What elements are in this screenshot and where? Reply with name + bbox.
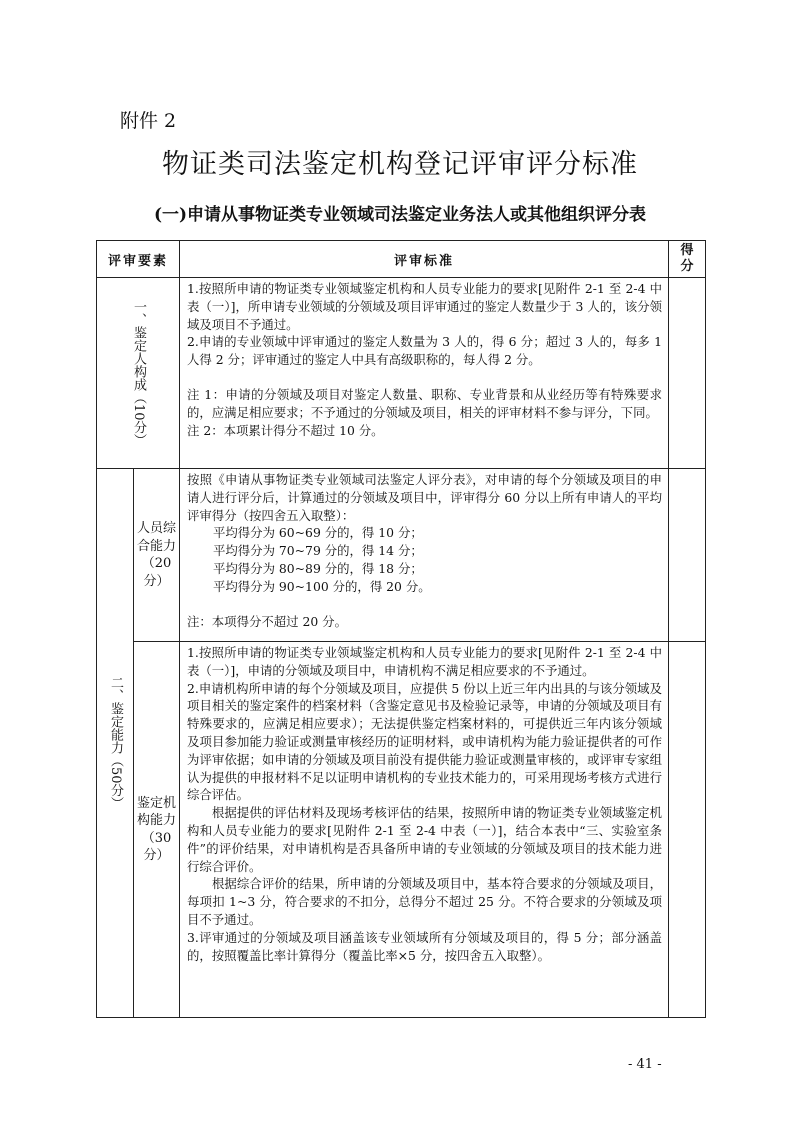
section1-score-cell	[669, 278, 706, 469]
section1-label-cell	[97, 278, 180, 469]
section2-sub2-score-cell	[669, 642, 706, 1018]
sub1-intro: 按照《申请从事物证类专业领域司法鉴定人评分表》，对申请的每个分领域及项目的申请人进行评分后，计算通过的分领域及项目中，评审得分 60 分以上所有申请人的平均评审得分（按四舍五入取整）：	[187, 472, 662, 523]
section2-sub1-score-cell	[669, 469, 706, 642]
table-header-row	[97, 241, 706, 278]
header-criteria: 评审标准	[180, 241, 669, 278]
page-number: - 41 -	[628, 1057, 662, 1072]
section2-sub1-label: 人员综合能力（20分）	[134, 469, 180, 642]
section1-criteria	[180, 278, 669, 469]
section2-sub1-criteria	[180, 469, 669, 642]
sub2-para-3: 根据提供的评估材料及现场考核评估的结果，按照所申请的物证类专业领域鉴定机构和人员专业能力的要求[见附件 2-1 至 2-4 中表（一）]，结合本表中“三、实验室条件”的评价结果，对申请机构是否具备所申请的专业领域的分领域及项目的技术能力进行综合评价。	[187, 805, 662, 874]
section1-line-2: 2.申请的专业领域中评审通过的鉴定人数量为 3 人的，得 6 分；超过 3 人的，每多 1 人得 2 分；评审通过的鉴定人中具有高级职称的，每人得 2 分。	[187, 334, 662, 368]
sub1-band-4: 平均得分为 90~100 分的，得 20 分。	[213, 578, 431, 594]
header-score: 得分	[669, 241, 706, 278]
section1-note-1: 注 1：申请的分领域及项目对鉴定人数量、职称、专业背景和从业经历等有特殊要求的，应满足相应要求；不予通过的分领域及项目，相关的评审材料不参与评分，下同。	[187, 386, 662, 420]
section1-label: 一、鉴定人构成（10分）	[131, 299, 146, 447]
section2-sub2-criteria	[180, 642, 669, 1018]
table-row-section1	[97, 278, 706, 469]
sub1-band-2: 平均得分为 70~79 分的，得 14 分；	[213, 543, 423, 559]
header-element: 评审要素	[97, 241, 180, 278]
section2-label: 二、鉴定能力（50分）	[108, 676, 123, 810]
section1-note-2: 注 2：本项累计得分不超过 10 分。	[187, 422, 384, 438]
sub2-para-1: 1.按照所申请的物证类专业领域鉴定机构和人员专业能力的要求[见附件 2-1 至 2-4 中表（一）]，申请的分领域及项目中，申请机构不满足相应要求的不予通过。	[187, 645, 662, 678]
sub1-band-1: 平均得分为 60~69 分的，得 10 分；	[213, 525, 423, 541]
section1-line-1: 1.按照所申请的物证类专业领域鉴定机构和人员专业能力的要求[见附件 2-1 至 2-4 中表（一）]，所申请专业领域的分领域及项目评审通过的鉴定人数量少于 3 人的，该分领域及项目不予通过。	[187, 281, 662, 332]
sub2-para-5: 3.评审通过的分领域及项目涵盖该专业领域所有分领域及项目的，得 5 分；部分涵盖的，按照覆盖比率计算得分（覆盖比率×5 分，按四舍五入取整）。	[187, 929, 662, 963]
document-title: 物证类司法鉴定机构登记评审评分标准	[162, 149, 638, 180]
sub1-band-3: 平均得分为 80~89 分的，得 18 分；	[213, 560, 423, 576]
section2-sub2-label: 鉴定机构能力（30分）	[134, 642, 180, 1018]
sub1-note: 注：本项得分不超过 20 分。	[187, 613, 347, 629]
table-row-section2-sub1	[97, 469, 706, 642]
table-row-section2-sub2	[97, 642, 706, 1018]
attachment-label: 附件 2	[120, 110, 177, 132]
scoring-table	[96, 240, 706, 1018]
section2-label-cell	[97, 469, 134, 1018]
sub2-para-2: 2.申请机构所申请的每个分领域及项目，应提供 5 份以上近三年内出具的与该分领域及项目相关的鉴定案件的档案材料（含鉴定意见书及检验记录等，申请的分领域及项目有特殊要求的，应满足相应要求）；无法提供鉴定档案材料的，可提供近三年内该分领域及项目参加能力验证或测量审核经历的证明材料，或申请机构为能力验证提供者的可作为评审依据；如申请的分领域及项目前没有提供能力验证或测量审核的，或评审专家组认为提供的申报材料不足以证明申请机构的专业技术能力的，可采用现场考核方式进行综合评估。	[187, 680, 662, 803]
document-subtitle: (一)申请从事物证类专业领域司法鉴定业务法人或其他组织评分表	[153, 205, 647, 225]
sub2-para-4: 根据综合评价的结果，所申请的分领域及项目中，基本符合要求的分领域及项目，每项扣 1~3 分，符合要求的不扣分，总得分不超过 25 分。不符合要求的分领域及项目不予通过。	[187, 876, 662, 927]
